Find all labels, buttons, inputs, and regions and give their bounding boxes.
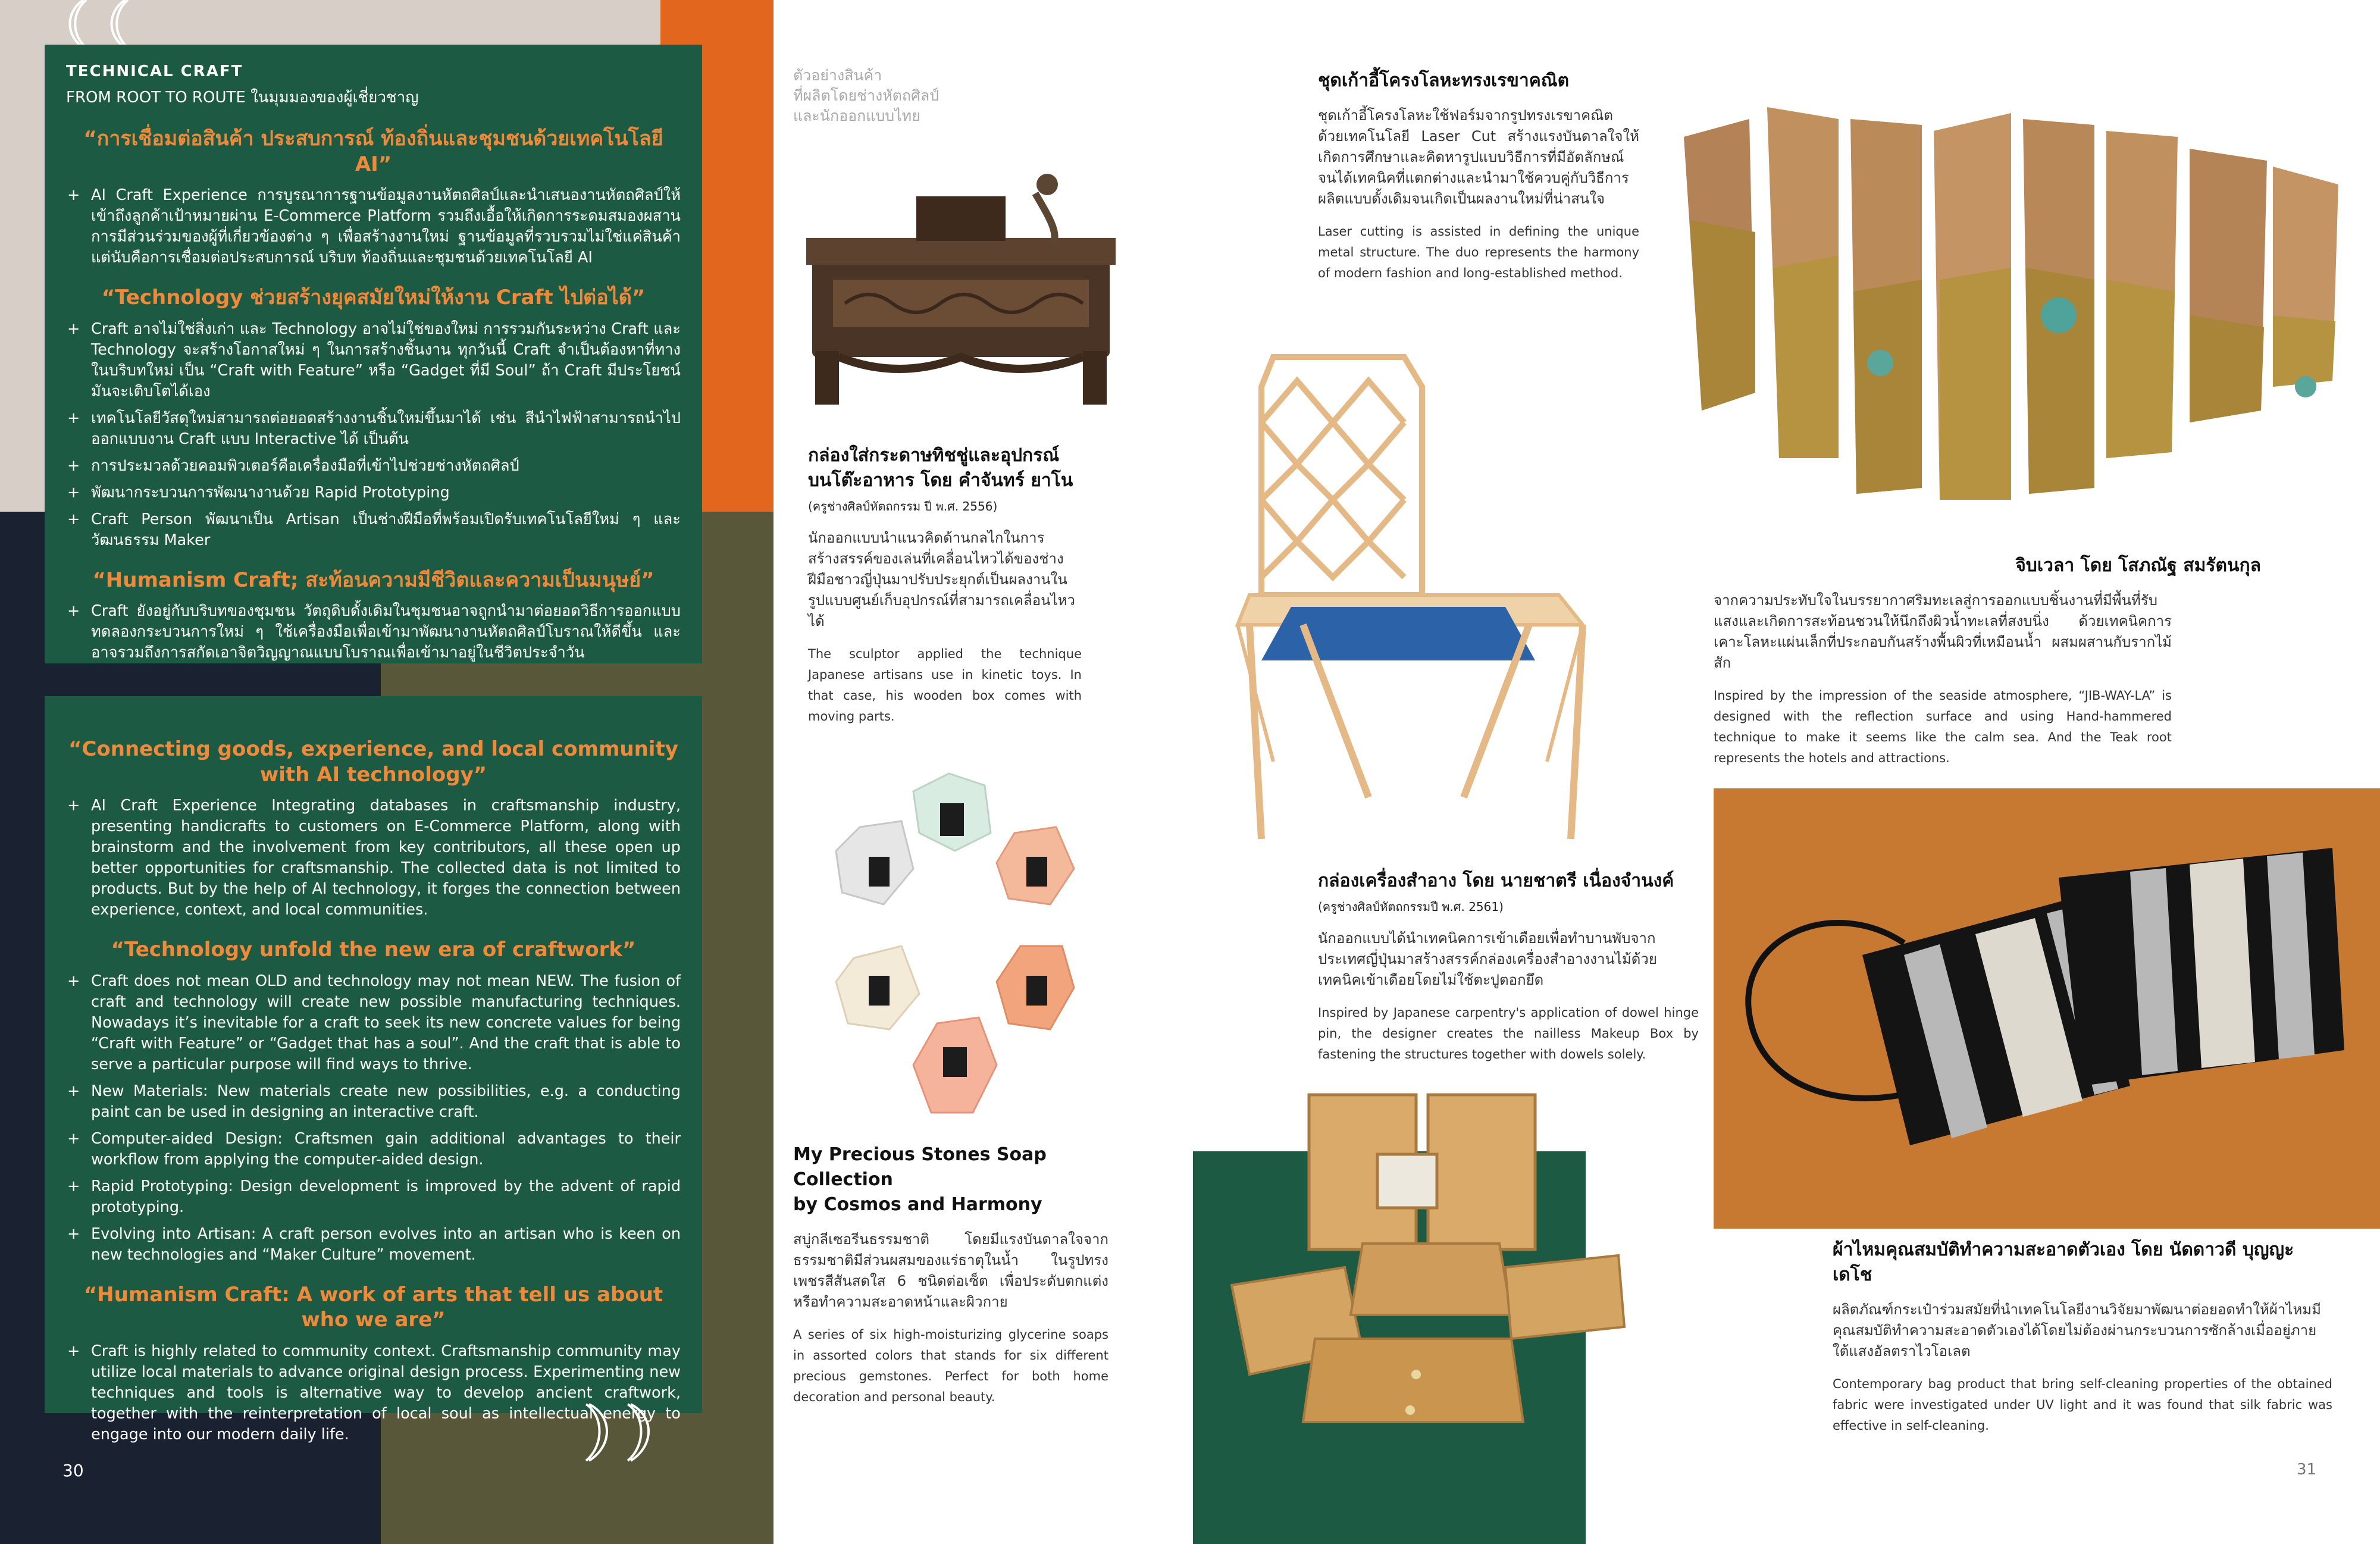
section-kicker: TECHNICAL CRAFT bbox=[66, 62, 243, 80]
jib-way-la-title: จิบเวลา โดย โสภณัฐ สมรัตนกุล bbox=[2015, 555, 2261, 576]
jib-way-la-text bbox=[1714, 553, 2344, 769]
soap-th: สบู่กลีเซอรีนธรรมชาติ โดยมีแรงบันดาลใจจากธรรมชาติมีส่วนผสมของแร่ธาตุในน้ำ ในรูปทรงเพชรสีสันสดใส 6 ชนิดต่อเซ็ต เพื่อประดับตกแต่งหรือทำความสะอาดหน้าและผิวกาย bbox=[793, 1231, 1108, 1310]
section-heading: “Connecting goods, experience, and local community with AI technology” bbox=[68, 737, 678, 787]
jib-way-la-image bbox=[1678, 101, 2344, 512]
bullet-item: + AI Craft Experience Integrating databases in craftsmanship industry, presenting handicrafts to customers on E-Commerce Platform, along with brainstorm and the involvement from key contributors, all these open up better opportunities for craftsmanship. The collected data is not limited to products. But by the help of AI technology, it forges the connection between experience, context, and local communities. bbox=[66, 796, 681, 920]
section-heading: “การเชื่อมต่อสินค้า ประสบการณ์ ท้องถิ่นและชุมชนด้วยเทคโนโลยี AI” bbox=[83, 127, 663, 176]
english-sections bbox=[66, 737, 681, 1445]
silk-bag-title: ผ้าไหมคุณสมบัติทำความสะอาดตัวเอง โดย นัดดาวดี บุญญะเดโช bbox=[1833, 1239, 2294, 1285]
page-number-left: 30 bbox=[62, 1461, 84, 1480]
chair-text bbox=[1318, 68, 1639, 284]
bullet-item: + New Materials: New materials create new possibilities, e.g. a conducting paint can be used in designing an interactive craft. bbox=[66, 1081, 681, 1123]
bullet-item: + AI Craft Experience การบูรณาการฐานข้อมูลงานหัตถศิลป์และนำเสนองานหัตถศิลป์ให้เข้าถึงลูกค้าเป้าหมายผ่าน E-Commerce Platform รวมถึงเอื้อให้เกิดการระดมสมองผสานการมีส่วนร่วมของผู้ที่เกี่ยวข้องต่าง ๆ เพื่อสร้างงานใหม่ ฐานข้อมูลที่รวบรวมไม่ใช่แค่สินค้า แต่นับคือการเชื่อมต่อประสบการณ์ บริบท ท้องถิ่นและชุมชนด้วยเทคโนโลยี AI bbox=[66, 185, 681, 268]
tissue-box-title-2: บนโต๊ะอาหาร โดย คำจันทร์ ยาโน bbox=[808, 470, 1073, 491]
jib-way-la-th: จากความประทับใจในบรรยากาศริมทะเลสู่การออกแบบชิ้นงานที่มีพื้นที่รับแสงและเกิดการสะท้อนชวนให้นึกถึงผิวน้ำทะเลที่สงบนิ่ง ด้วยเทคนิคการเคาะโลหะแผ่นเล็กที่ประกอบกันสร้างพื้นผิวที่เหมือนน้ำ ผสมผสานกับรากไม้สัก bbox=[1714, 592, 2172, 671]
makeup-box-subtitle: (ครูช่างศิลป์หัตถกรรมปี พ.ศ. 2561) bbox=[1318, 900, 1504, 914]
chair-th: ชุดเก้าอี้โครงโลหะใช้ฟอร์มจากรูปทรงเรขาคณิต ด้วยเทคโนโลยี Laser Cut สร้างแรงบันดาลใจให้เกิดการศึกษาและคิดหารูปแบบวิธีการที่มีอัตลักษณ์ จนได้เทคนิคที่แตกต่างและนำมาใช้ควบคู่กับวิธีการผลิตแบบดั้งเดิมจนเกิดเป็นผลงานใหม่ที่น่าสนใจ bbox=[1318, 107, 1639, 207]
geometric-chair-image bbox=[1226, 345, 1595, 857]
bullet-item: + Rapid Prototyping: Design development is improved by the advent of rapid prototyping. bbox=[66, 1176, 681, 1218]
bullet-item: + Craft does not mean OLD and technology may not mean NEW. The fusion of craft and technology will create new possible manufacturing techniques. Nowadays it’s inevitable for a craft to seek its new concrete values for being “Craft with Feature” or “Gadget that has a soul”. And the craft that is able to serve a particular purpose will find ways to thrive. bbox=[66, 971, 681, 1075]
section-heading: “Technology unfold the new era of craftwork” bbox=[111, 938, 636, 962]
english-text-panel bbox=[45, 696, 702, 1443]
bullet-item: + Computer-aided Design: Craftsmen gain additional advantages to their workflow from applying the computer-aided design. bbox=[66, 1129, 681, 1170]
bullet-item: + Craft Person พัฒนาเป็น Artisan เป็นช่างฝีมือที่พร้อมเปิดรับเทคโนโลยีใหม่ ๆ และวัฒนธรรม Maker bbox=[66, 509, 681, 551]
bullet-list bbox=[66, 319, 681, 551]
makeup-box-text bbox=[1318, 869, 1699, 1065]
bullet-item: + Craft ยังอยู่กับบริบทของชุมชน วัตถุดิบดั้งเดิมในชุมชนอาจถูกนำมาต่อยอดวิธีการออกแบบ ทดลองกระบวนการใหม่ ๆ ใช้เครื่องมือเพื่อเข้ามาพัฒนางานหัตถศิลป์โบราณให้ดีขึ้น และอาจรวมถึงการสกัดเอาจิตวิญญาณแบบโบราณเพื่อเข้ามาอยู่ในชีวิตประจำวัน bbox=[66, 601, 681, 663]
silk-bag-en: Contemporary bag product that bring self-cleaning properties of the obtained fabric were investigated under UV light and it was found that silk fabric was effective in self-cleaning. bbox=[1833, 1377, 2332, 1433]
tissue-box-image bbox=[797, 161, 1125, 411]
tissue-box-text bbox=[808, 443, 1082, 727]
tissue-box-en: The sculptor applied the technique Japanese artisans use in kinetic toys. In that case, his wooden box comes with moving parts. bbox=[808, 647, 1082, 724]
chair-en: Laser cutting is assisted in defining the unique metal structure. The duo represents the harmony of modern fashion and long-established method. bbox=[1318, 224, 1639, 280]
soap-title-2: by Cosmos and Harmony bbox=[793, 1194, 1042, 1215]
jib-way-la-en: Inspired by the impression of the seaside atmosphere, “JIB-WAY-LA” is designed with the reflection surface and using Hand-hammered technique to make it seems like the calm sea. And the Teak root represents the hotels and attractions. bbox=[1714, 688, 2172, 765]
makeup-box-title: กล่องเครื่องสำอาง โดย นายชาตรี เนื่องจำนงค์ bbox=[1318, 870, 1674, 891]
makeup-box-th: นักออกแบบได้นำเทคนิคการเข้าเดือยเพื่อทำบานพับจากประเทศญี่ปุ่นมาสร้างสรรค์กล่องเครื่องสำอางงานไม้ด้วยเทคนิคเข้าเดือยโดยไม่ใช้ตะปูตอกยึด bbox=[1318, 930, 1657, 988]
soap-en: A series of six high-moisturizing glycerine soaps in assorted colors that stands for six different precious gemstones. Perfect for both home decoration and personal beauty. bbox=[793, 1327, 1108, 1404]
bullet-list bbox=[66, 796, 681, 920]
bullet-list bbox=[66, 971, 681, 1266]
tissue-box-title-1: กล่องใส่กระดาษทิชชู่และอุปกรณ์ bbox=[808, 445, 1060, 466]
silk-bag-image bbox=[1714, 788, 2380, 1229]
section-heading: “Humanism Craft; สะท้อนความมีชีวิตและความเป็นมนุษย์” bbox=[92, 568, 654, 592]
bullet-item: + Craft อาจไม่ใช่สิ่งเก่า และ Technology อาจไม่ใช่ของใหม่ การรวมกันระหว่าง Craft และ Technology จะสร้างโอกาสใหม่ ๆ ในการสร้างชิ้นงาน ทุกวันนี้ Craft จำเป็นต้องหาที่ทางในบริบทใหม่ เป็น “Craft with Feature” หรือ “Gadget ที่มี Soul” ถ้า Craft มีประโยชน์มันจะเติบโตได้เอง bbox=[66, 319, 681, 402]
section-heading: “Humanism Craft: A work of arts that tell us about who we are” bbox=[83, 1282, 663, 1332]
thai-sections bbox=[66, 126, 681, 663]
close-quote-icon bbox=[571, 1392, 690, 1470]
page-number-right: 31 bbox=[2297, 1461, 2317, 1479]
tissue-box-th: นักออกแบบนำแนวคิดด้านกลไกในการสร้างสรรค์ของเล่นที่เคลื่อนไหวได้ของช่างฝีมือชาวญี่ปุ่นมาปรับประยุกต์เป็นผลงานในรูปแบบศูนย์เก็บอุปกรณ์ที่สามารถเคลื่อนไหวได้ bbox=[808, 530, 1075, 629]
bullet-item: + Evolving into Artisan: A craft person evolves into an artisan who is keen on new technologies and “Maker Culture” movement. bbox=[66, 1224, 681, 1266]
makeup-box-image bbox=[1226, 1089, 1630, 1446]
thai-text-panel bbox=[45, 45, 702, 663]
tissue-box-subtitle: (ครูช่างศิลป์หัตถกรรม ปี พ.ศ. 2556) bbox=[808, 499, 998, 513]
bullet-item: + Craft is highly related to community context. Craftsmanship community may utilize local materials to advance original design process. Experimenting new techniques and tools is alternative way to develop ancient craftwork, together with the reinterpretation of local soul as intellectual energy to engage into our modern daily life. bbox=[66, 1341, 681, 1445]
bullet-list bbox=[66, 601, 681, 663]
section-heading: “Technology ช่วยสร้างยุคสมัยใหม่ให้งาน Craft ไปต่อได้” bbox=[101, 286, 646, 309]
soap-text bbox=[793, 1142, 1108, 1408]
soap-collection-image bbox=[812, 768, 1086, 1130]
section-kicker-sub: FROM ROOT TO ROUTE ในมุมมองของผู้เชี่ยวชาญ bbox=[66, 89, 419, 107]
soap-title-1: My Precious Stones Soap Collection bbox=[793, 1144, 1047, 1190]
bullet-list bbox=[66, 185, 681, 268]
intro-caption: ตัวอย่างสินค้า ที่ผลิตโดยช่างหัตถศิลป์ และนักออกแบบไทย bbox=[793, 67, 940, 124]
silk-bag-th: ผลิตภัณฑ์กระเป๋าร่วมสมัยที่นำเทคโนโลยีงานวิจัยมาพัฒนาต่อยอดทำให้ผ้าไหมมีคุณสมบัติทำความสะอาดตัวเองได้โดยไม่ต้องผ่านกระบวนการซักล้างเมื่ออยู่ภายใต้แสงอัลตราไวโอเลต bbox=[1833, 1301, 2321, 1360]
bullet-item: + เทคโนโลยีวัสดุใหม่สามารถต่อยอดสร้างงานชิ้นใหม่ขึ้นมาได้ เช่น สีนำไฟฟ้าสามารถนำไปออกแบบงาน Craft แบบ Interactive ได้ เป็นต้น bbox=[66, 408, 681, 450]
bullet-item: + พัฒนากระบวนการพัฒนางานด้วย Rapid Prototyping bbox=[66, 483, 681, 503]
bullet-item: + การประมวลด้วยคอมพิวเตอร์คือเครื่องมือที่เข้าไปช่วยช่างหัตถศิลป์ bbox=[66, 456, 681, 477]
makeup-box-en: Inspired by Japanese carpentry's application of dowel hinge pin, the designer creates the nailless Makeup Box by fastening the structures together with dowels solely. bbox=[1318, 1006, 1699, 1061]
silk-bag-text bbox=[1833, 1238, 2332, 1436]
chair-title: ชุดเก้าอี้โครงโลหะทรงเรขาคณิต bbox=[1318, 70, 1570, 91]
